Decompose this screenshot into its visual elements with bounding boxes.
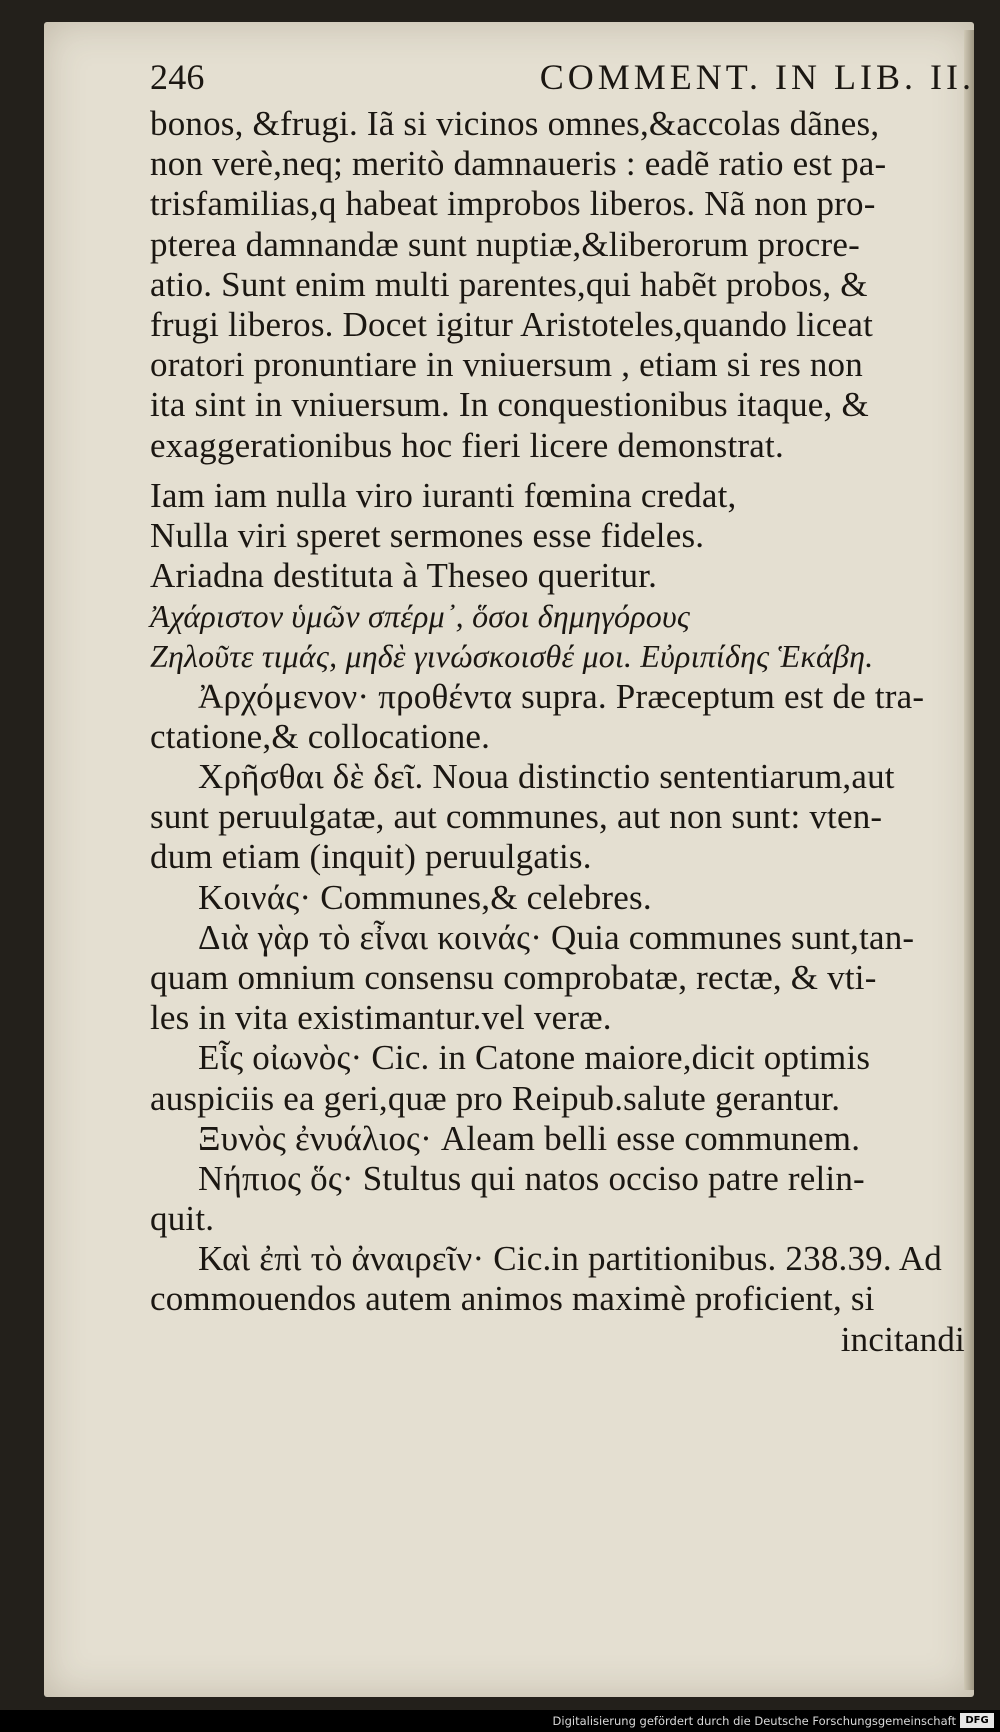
lemma-line: Ἀρχόμενον· προθέντα supra. Præceptum est de tra-: [198, 676, 925, 716]
lemma-line: Καὶ ἐπὶ τὸ ἀναιρεῖν· Cic.in partitionibus. 238.39. Ad: [198, 1239, 943, 1279]
text-line: sunt peruulgatæ, aut communes, aut non sunt: vten-: [150, 797, 883, 837]
text-line: non verè,neq; meritò damnaueris : eadẽ ratio est pa-: [150, 144, 887, 184]
text-line: pterea damnandæ sunt nuptiæ,&liberorum procre-: [150, 224, 860, 264]
lemma-line: Νήπιος ὅς· Stultus qui natos occiso patre relin-: [198, 1158, 865, 1198]
text-line: les in vita existimantur.vel veræ.: [150, 998, 612, 1038]
text-line: oratori pronuntiare in vniuersum , etiam si res non: [150, 345, 863, 385]
lemma-line: Διὰ γὰρ τὸ εἶναι κοινάς· Quia communes sunt,tan-: [198, 917, 915, 957]
dfg-logo: DFG: [960, 1713, 994, 1728]
text-line: Ariadna destituta à Theseo queritur.: [150, 556, 658, 596]
paragraph-gap: [150, 466, 975, 476]
text-line: trisfamilias,q habeat improbos liberos. Nã non pro-: [150, 184, 876, 224]
text-line: quit.: [150, 1199, 215, 1239]
text-line: quam omnium consensu comprobatæ, rectæ, & vti-: [150, 957, 877, 997]
greek-quote-line: Ἀχάριστον ὑμῶν σπέρμ᾽, ὅσοι δημηγόρους: [150, 598, 691, 635]
running-title: COMMENT. IN LIB. II.: [539, 57, 975, 97]
greek-quote-line: Ζηλοῦτε τιμάς, μηδὲ γινώσκοισθέ μοι. Εὐριπίδης Ἑκάβη.: [150, 638, 874, 675]
text-line: frugi liberos. Docet igitur Aristoteles,quando liceat: [150, 304, 874, 344]
text-line: ctatione,& collocatione.: [150, 716, 491, 756]
lemma-line: Χρῆσθαι δὲ δεῖ. Noua distinctio sententiarum,aut: [198, 757, 895, 796]
running-header: [150, 56, 975, 104]
verse-line: Nulla viri speret sermones esse fideles.: [150, 515, 705, 555]
catchword: incitandi: [840, 1319, 965, 1359]
text-line: commouendos autem animos maximè proficient, si: [150, 1279, 875, 1319]
text-line: auspiciis ea geri,quæ pro Reipub.salute gerantur.: [150, 1078, 841, 1118]
lemma-line: Κοινάς· Communes,& celebres.: [198, 877, 652, 917]
page-number: 246: [150, 57, 205, 97]
text-line: exaggerationibus hoc fieri licere demonstrat.: [150, 425, 784, 465]
lemma-line: Ξυνὸς ἐνυάλιος· Aleam belli esse communem.: [198, 1118, 861, 1158]
digitization-footer: [0, 1710, 1000, 1732]
text-line: ita sint in vniuersum. In conquestionibus itaque, &: [150, 385, 869, 425]
text-line: bonos, &frugi. Iã si vicinos omnes,&accolas dãnes,: [150, 104, 880, 143]
lemma-line: Εἷς οἰωνὸς· Cic. in Catone maiore,dicit optimis: [198, 1038, 871, 1078]
verse-line: Iam iam nulla viro iuranti fœmina credat,: [150, 475, 737, 515]
page-text: [150, 56, 975, 1360]
footer-credit: Digitalisierung gefördert durch die Deutsche Forschungsgemeinschaft: [552, 1714, 956, 1728]
text-line: dum etiam (inquit) peruulgatis.: [150, 837, 592, 877]
text-line: atio. Sunt enim multi parentes,qui habẽt probos, &: [150, 264, 868, 304]
